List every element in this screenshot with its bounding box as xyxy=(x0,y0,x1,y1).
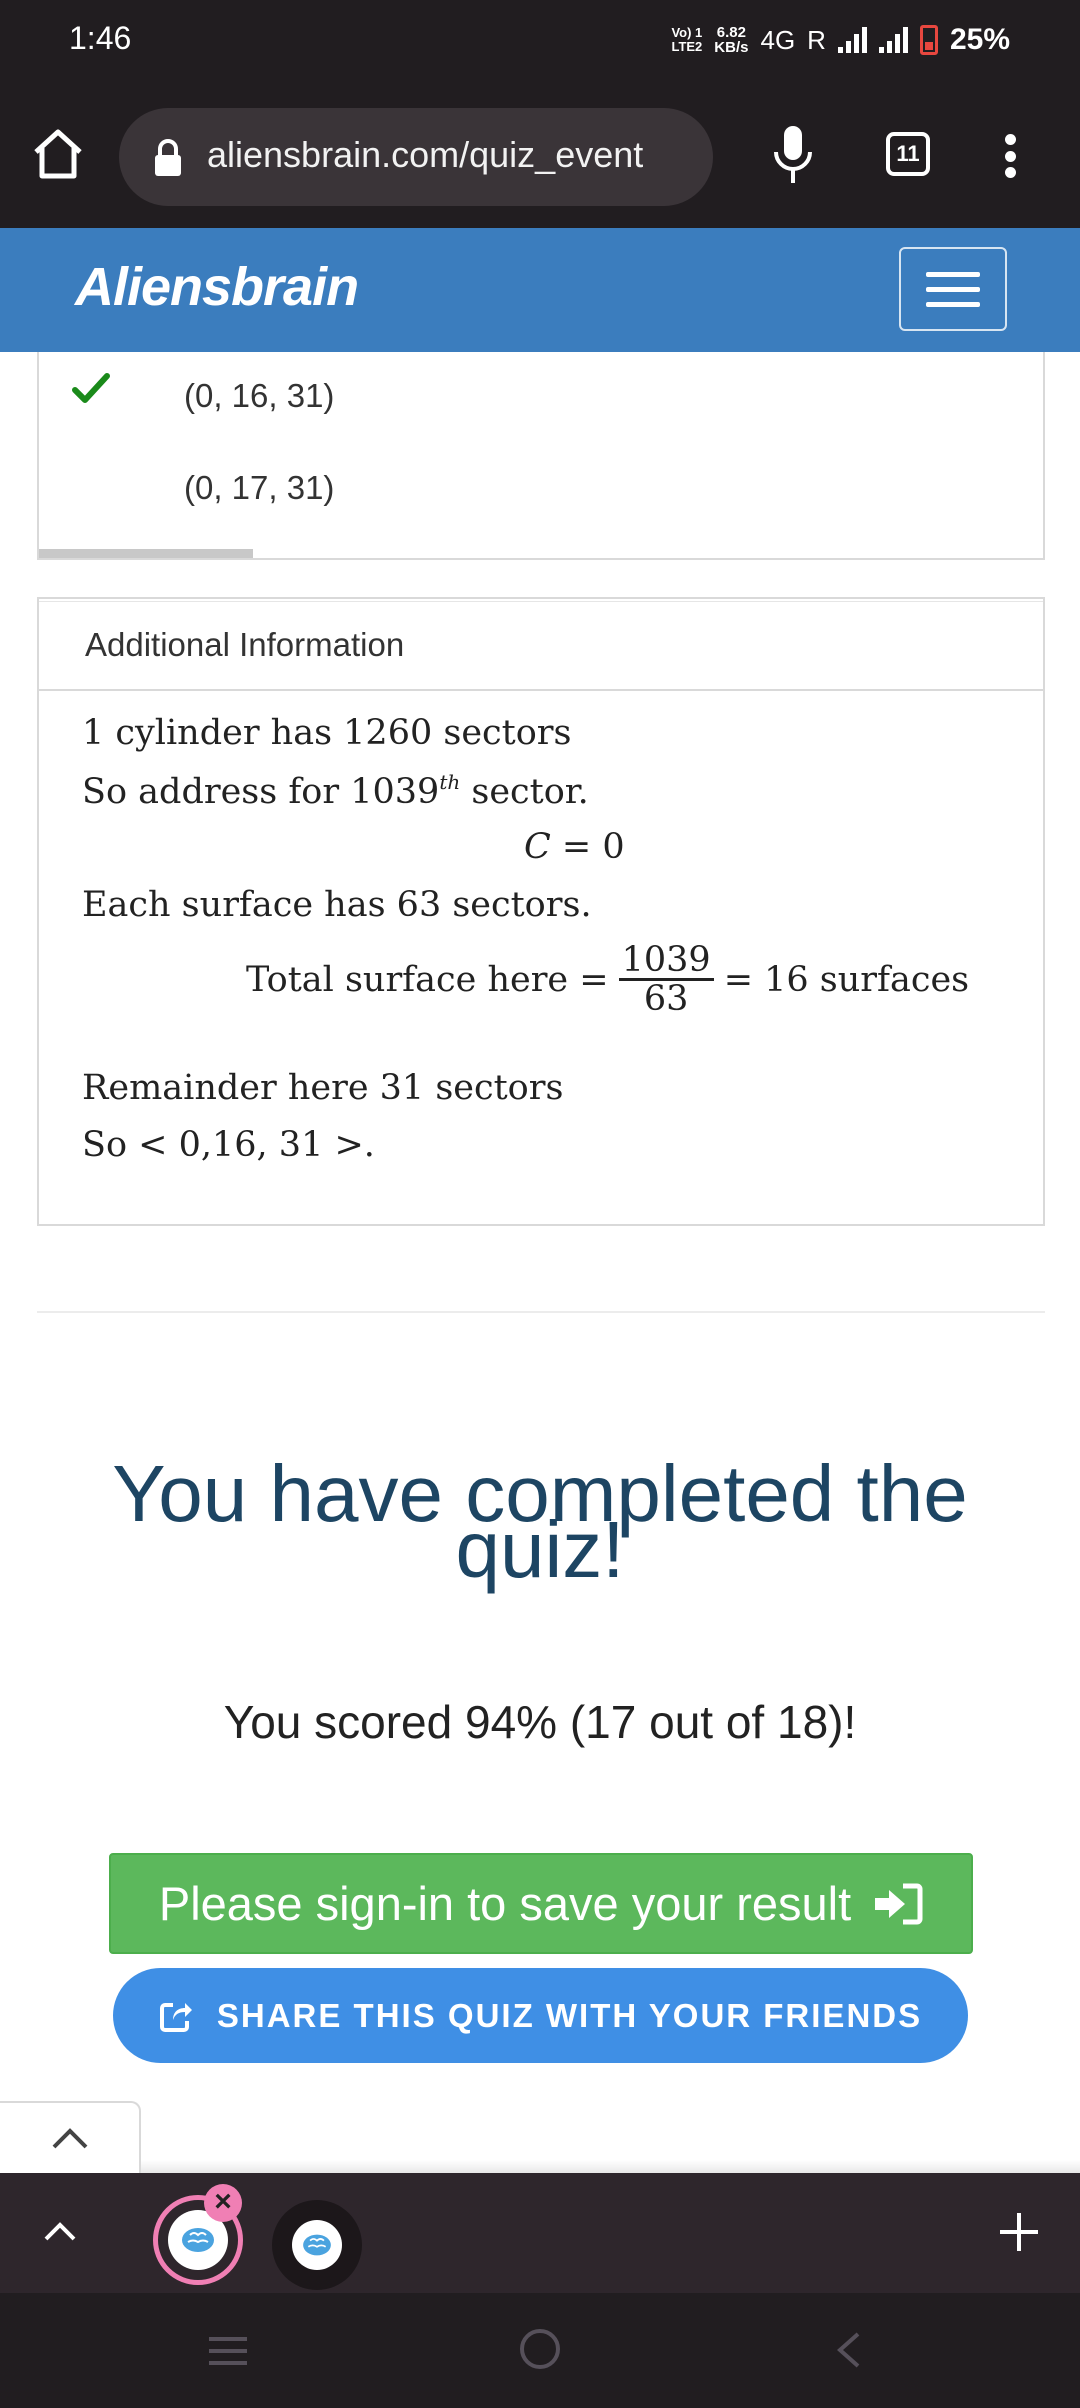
lock-icon xyxy=(153,138,183,178)
explanation-equation: Total surface here = $\frac{1039}{63}$ = 16 surfaces xyxy=(246,940,970,1019)
correct-check-icon xyxy=(71,368,111,408)
brain-favicon-icon xyxy=(301,2232,333,2258)
roaming-indicator: R xyxy=(807,24,826,55)
divider xyxy=(37,1311,1045,1313)
recent-apps-icon[interactable] xyxy=(205,2333,251,2369)
additional-info-header xyxy=(39,599,1043,691)
share-label: SHARE THIS QUIZ WITH YOUR FRIENDS xyxy=(216,1996,923,2034)
network-speed: 6.82 KB/s xyxy=(714,24,749,56)
fraction: $\frac{1039}{63}$ xyxy=(619,942,714,1017)
battery-icon xyxy=(920,25,938,55)
explanation-line: So < 0,16, 31 >. xyxy=(82,1125,375,1165)
sign-in-icon xyxy=(873,1882,923,1926)
answer-option: (0, 16, 31) xyxy=(184,377,335,414)
explanation-equation: C = 0 xyxy=(524,827,625,867)
sign-in-save-button[interactable] xyxy=(109,1853,973,1954)
more-options-icon[interactable] xyxy=(1000,134,1020,178)
back-icon[interactable] xyxy=(830,2330,866,2370)
share-quiz-button[interactable] xyxy=(113,1968,968,2063)
microphone-icon[interactable] xyxy=(770,124,816,186)
system-navigation-bar xyxy=(0,2293,1080,2408)
browser-toolbar xyxy=(0,80,1080,228)
network-type: 4G xyxy=(760,24,796,55)
sign-in-label: Please sign-in to save your result xyxy=(158,1877,852,1930)
explanation-line: 1 cylinder has 1260 sectors xyxy=(82,713,572,753)
additional-info-panel xyxy=(37,597,1045,1226)
status-bar xyxy=(0,0,1080,80)
share-icon xyxy=(159,1999,193,2033)
tab-thumbnail[interactable] xyxy=(272,2200,362,2290)
tab-group-strip xyxy=(0,2173,1080,2293)
volte-indicator: Vo) 1 LTE2 xyxy=(671,25,703,54)
tab-switcher-button[interactable]: 11 xyxy=(886,132,930,176)
scroll-to-top-button[interactable] xyxy=(0,2101,141,2173)
answer-option: (0, 17, 31) xyxy=(184,469,335,506)
hamburger-menu-button[interactable] xyxy=(899,247,1007,331)
status-time: 1:46 xyxy=(69,20,132,56)
address-bar[interactable] xyxy=(119,108,713,206)
site-header xyxy=(0,228,1080,352)
status-indicators xyxy=(671,16,1010,64)
explanation-line: So address for 1039th sector. xyxy=(82,770,589,812)
horizontal-scrollbar[interactable] xyxy=(39,549,253,558)
expand-tabs-icon[interactable] xyxy=(40,2211,80,2251)
site-logo[interactable]: Aliensbrain xyxy=(75,257,359,317)
new-tab-icon[interactable] xyxy=(996,2209,1042,2255)
home-icon[interactable] xyxy=(30,126,86,182)
signal-icon xyxy=(838,27,867,53)
completion-heading: You have completed the quiz! xyxy=(112,1449,968,1594)
signal-icon xyxy=(879,27,908,53)
chevron-up-icon xyxy=(50,2125,90,2151)
explanation-line: Each surface has 63 sectors. xyxy=(82,885,592,925)
close-tab-icon[interactable]: × xyxy=(204,2184,242,2222)
explanation-line: Remainder here 31 sectors xyxy=(82,1068,564,1108)
battery-level: 25% xyxy=(949,23,1010,56)
url-text: aliensbrain.com/quiz_event xyxy=(207,134,644,175)
page-edge-shadow xyxy=(141,2160,1080,2173)
brain-favicon-icon xyxy=(180,2225,216,2255)
answer-options xyxy=(37,352,1045,560)
home-nav-icon[interactable] xyxy=(520,2329,560,2369)
additional-info-title: Additional Information xyxy=(85,626,405,663)
score-text: You scored 94% (17 out of 18)! xyxy=(223,1696,857,1748)
